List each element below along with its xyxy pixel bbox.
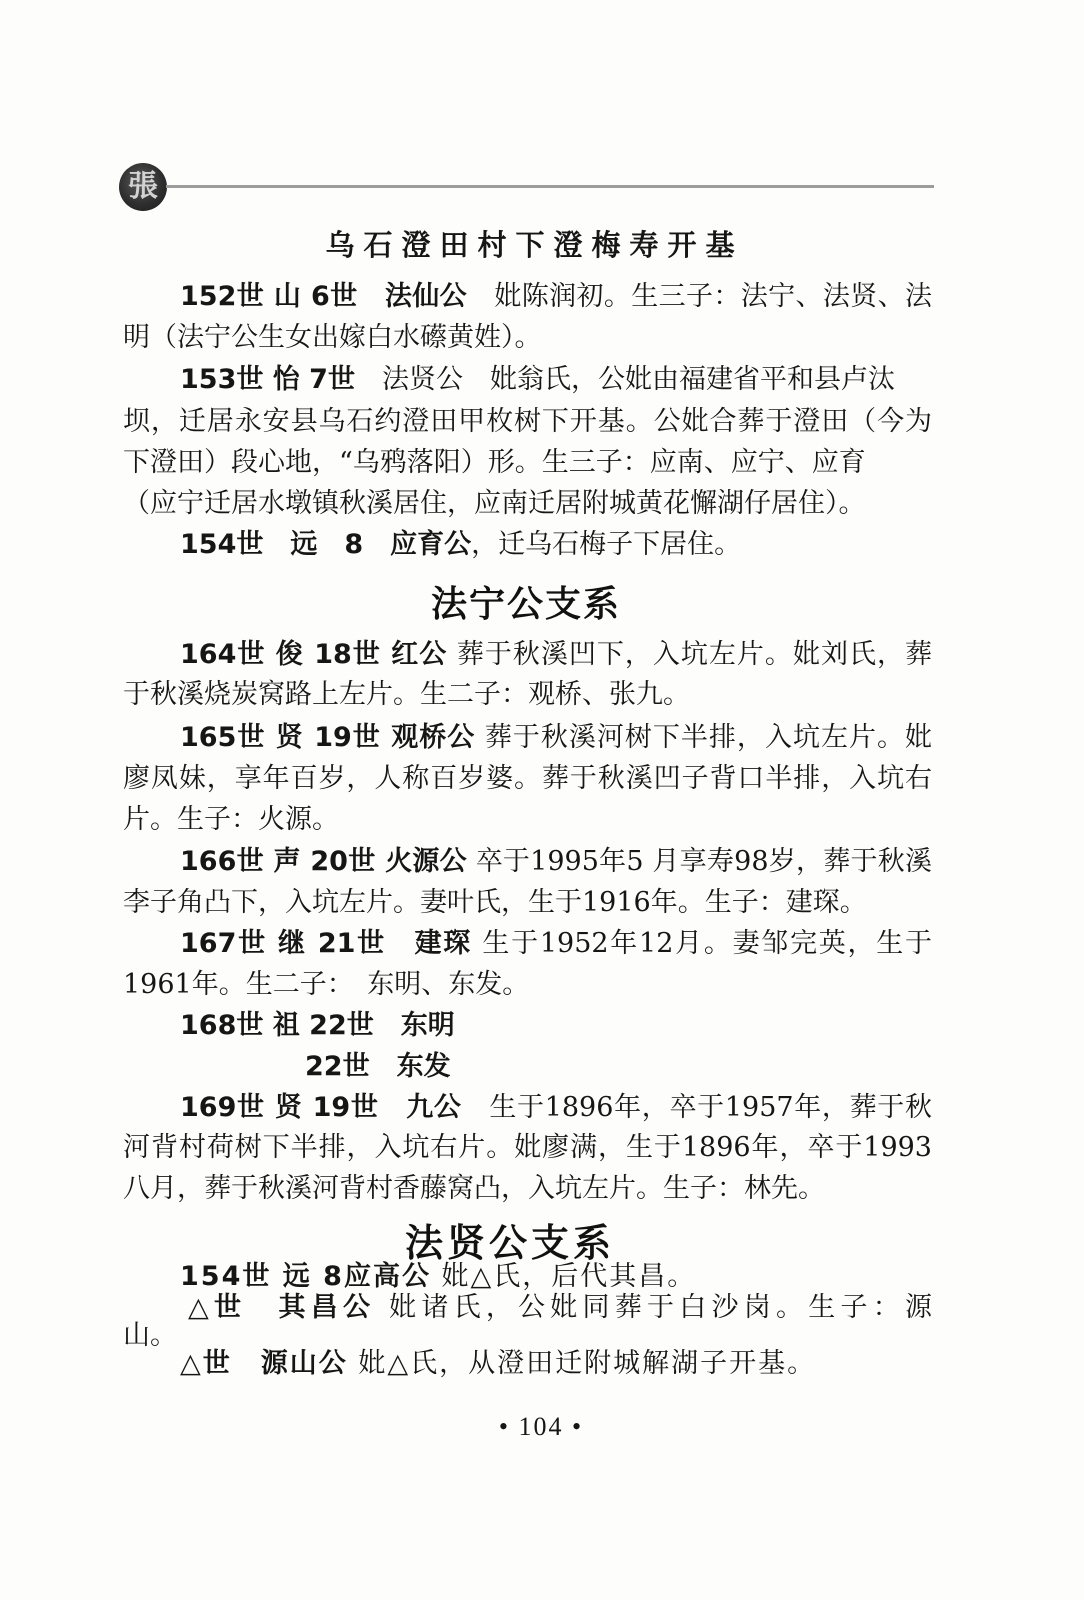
lineage-lead: 168世 祖 22世 东明 [180,1010,455,1041]
entry-line [123,487,932,521]
entry-text: 下澄田）段心地，“乌鸦落阳）形。生三子：应南、应宁、应育 [123,447,866,478]
lineage-lead: 154世 远 8 应育公 [180,529,472,560]
seal-character: 張 [128,169,158,204]
entry-text: 葬于秋溪凹下，入坑左片。妣刘氏，葬 [447,639,932,670]
entry-line [123,678,932,712]
entry-line [123,968,932,1002]
entry-line [123,405,932,439]
entry-line [180,1260,932,1294]
entry-text: 妣陈润初。生三子：法宁、法贤、法 [467,281,932,312]
entry-line [180,638,932,672]
entry-text: 山。 [123,1320,177,1351]
entry-line [123,1172,932,1206]
entry-text: 1961年。生二子： 东明、东发。 [123,969,530,1000]
lineage-lead: 167世 继 21世 建琛 [180,928,473,959]
entry-text: ，迁乌石梅子下居住。 [471,529,742,560]
entry-line [180,528,932,562]
entry-text: 生于1896年，卒于1957年，葬于秋 [489,1092,932,1123]
page-number: • 104 • [498,1412,584,1441]
entry-line [180,1347,932,1381]
entry-text: 妣诸氏，公妣同葬于白沙岗。生子：源 [375,1292,932,1323]
entry-line [180,845,932,879]
section-heading: 法贤公支系 [404,1221,615,1265]
entry-line [123,762,932,796]
lineage-lead: 152世 山 6世 法仙公 [180,281,468,312]
entry-text: 妣△氏，后代其昌。 [430,1261,697,1292]
entry-text: 李子角凸下，入坑左片。妻叶氏，生于1916年。生子：建琛。 [123,887,867,918]
entry-text: 片。生子：火源。 [123,804,339,835]
entry-line [123,321,932,355]
entry-line [180,927,932,961]
entry-text: 坝，迁居永安县乌石约澄田甲枚树下开基。公妣合葬于澄田（今为 [123,406,932,437]
entry-text: 法贤公 妣翁氏，公妣由福建省平和县卢汰 [354,364,895,395]
entry-line [123,446,932,480]
entry-text: 明（法宁公生女出嫁白水礤黄姓）。 [123,322,542,353]
entry-text: 廖凤妹，享年百岁，人称百岁婆。葬于秋溪凹子背口半排，入坑右 [123,763,932,794]
entry-text: （应宁迁居水墩镇秋溪居住，应南迁居附城黄花懈湖仔居住）。 [123,488,866,519]
entry-text: 生于1952年12月。妻邹完英，生于 [472,928,932,959]
entry-line [180,280,932,314]
lineage-lead: △世 源山公 [180,1348,348,1379]
lineage-lead: 164世 俊 18世 红公 [180,639,448,670]
section-heading: 法宁公支系 [430,584,621,625]
surname-seal-icon [119,163,167,211]
entry-line [305,1050,932,1084]
lineage-lead: △世 其昌公 [188,1292,376,1323]
entry-text: 葬于秋溪河树下半排，入坑左片。妣 [475,722,932,753]
entry-text: 河背村荷树下半排，入坑右片。妣廖满，生于1896年，卒于1993 [123,1132,932,1163]
entry-line [180,1091,932,1125]
entry-line [123,803,932,837]
entry-line [123,1131,932,1165]
lineage-lead: 166世 声 20世 火源公 [180,846,467,877]
lineage-lead: 165世 贤 19世 观桥公 [180,722,476,753]
lineage-lead: 22世 东发 [305,1051,451,1082]
lineage-lead: 153世 怡 7世 [180,364,355,395]
entry-text: 卒于1995年5 月享寿98岁，葬于秋溪 [466,846,932,877]
entry-line [180,721,932,755]
header-rule [166,185,934,188]
entry-line [180,363,932,397]
entry-text: 于秋溪烧炭窝路上左片。生二子：观桥、张九。 [123,679,690,710]
lineage-lead: 169世 贤 19世 九公 [180,1092,462,1123]
entry-text: 八月，葬于秋溪河背村香藤窝凸，入坑左片。生子：林先。 [123,1173,825,1204]
entry-line [123,886,932,920]
entry-text: 妣△氏，从澄田迁附城解湖子开基。 [347,1348,817,1379]
lineage-lead: 154世 远 8应高公 [180,1261,431,1292]
page-title: 乌石澄田村下澄梅寿开基 [325,228,744,262]
entry-line [180,1009,932,1043]
